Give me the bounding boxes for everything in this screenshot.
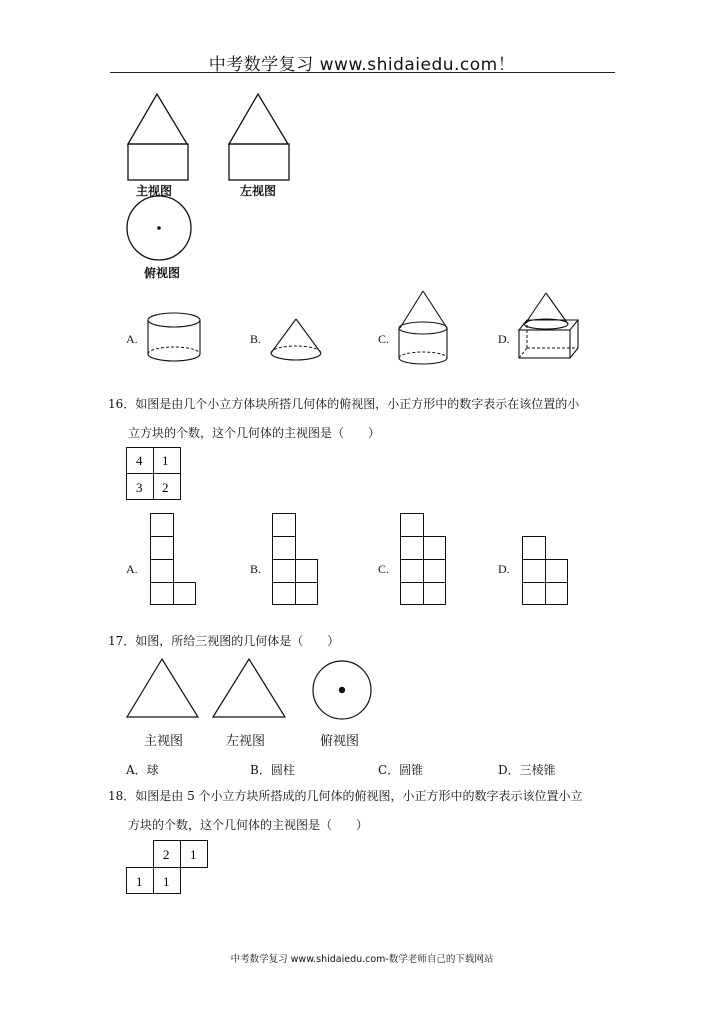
q15-top-view-figure <box>124 195 196 265</box>
front-view-triangle <box>128 94 187 144</box>
q16-option-a-front-view <box>150 513 200 608</box>
q15-option-a-cylinder <box>146 310 206 370</box>
q16-option-c-front-view <box>400 513 450 608</box>
q18-grid-top-cell-1: 2 <box>163 847 170 862</box>
q17-left-view-label: 左视图 <box>226 734 266 749</box>
q16-option-d-front-view <box>522 536 572 608</box>
front-view-rectangle <box>128 144 188 180</box>
q17-text-line1: 17．如图，所给三视图的几何体是（ ） <box>108 634 340 648</box>
q15-option-b-cone <box>268 318 328 368</box>
q16-grid-cell-3: 3 <box>136 480 143 495</box>
q17-option-a[interactable]: A．球 <box>126 763 159 777</box>
q17-top-view-figure <box>312 660 374 722</box>
q15-option-c-label[interactable]: C. <box>378 332 390 346</box>
q17-front-view-figure <box>126 658 202 720</box>
q18-grid-bottom-cell-2: 1 <box>163 874 170 889</box>
q17-option-c[interactable]: C．圆锥 <box>378 763 424 777</box>
page-footer-text: 中考数学复习 www.shidaiedu.com-数学老师自己的下载网站 <box>230 954 494 965</box>
q16-option-c-label[interactable]: C. <box>378 562 390 576</box>
q15-option-a-label[interactable]: A. <box>126 332 138 346</box>
q17-front-view-label: 主视图 <box>144 734 184 749</box>
q18-top-view-grid <box>126 840 210 896</box>
header-divider <box>110 72 615 73</box>
q16-option-a-label[interactable]: A. <box>126 562 138 576</box>
q15-option-d-label[interactable]: D. <box>498 332 510 346</box>
q17-option-d[interactable]: D．三棱锥 <box>498 763 556 777</box>
q15-left-view-figure <box>222 92 302 187</box>
top-view-center-dot <box>157 226 161 230</box>
q17-top-view-label: 俯视图 <box>320 734 360 749</box>
q15-option-d-cone-on-cube <box>514 292 586 364</box>
q15-front-view-label: 主视图 <box>136 184 173 198</box>
front-view-triangle <box>127 659 198 717</box>
q17-left-view-figure <box>212 658 288 720</box>
q15-left-view-label: 左视图 <box>240 184 277 198</box>
q16-option-b-label[interactable]: B. <box>250 562 262 576</box>
q15-option-c-cone-on-cylinder <box>396 290 456 372</box>
top-view-center-dot <box>339 687 345 693</box>
left-view-rectangle <box>229 144 289 180</box>
q16-grid-cell-2: 1 <box>162 453 169 468</box>
q18-grid-bottom-cell-1: 1 <box>136 874 143 889</box>
q15-front-view-figure <box>120 92 200 187</box>
left-view-triangle <box>229 94 288 144</box>
page-header-title: 中考数学复习 www.shidaiedu.com！ <box>208 55 516 75</box>
q16-grid-cell-4: 2 <box>162 480 169 495</box>
q16-text-line2: 立方块的个数，这个几何体的主视图是（ ） <box>128 426 381 440</box>
q18-text-line1: 18．如图是由 5 个小立方块所搭成的几何体的俯视图，小正方形中的数字表示该位置小立 <box>108 789 583 803</box>
q17-option-b[interactable]: B．圆柱 <box>250 763 295 777</box>
left-view-triangle <box>213 659 285 717</box>
q16-option-b-front-view <box>272 513 322 608</box>
q18-text-line2: 方块的个数，这个几何体的主视图是（ ） <box>128 818 369 832</box>
q15-top-view-label: 俯视图 <box>144 266 181 280</box>
q15-option-b-label[interactable]: B. <box>250 332 262 346</box>
q16-top-view-grid <box>126 447 184 503</box>
q16-grid-cell-1: 4 <box>136 453 143 468</box>
q16-text-line1: 16．如图是由几个小立方体块所搭几何体的俯视图，小正方形中的数字表示在该位置的小 <box>108 397 580 411</box>
q18-grid-top-cell-2: 1 <box>190 847 197 862</box>
q16-option-d-label[interactable]: D. <box>498 562 510 576</box>
